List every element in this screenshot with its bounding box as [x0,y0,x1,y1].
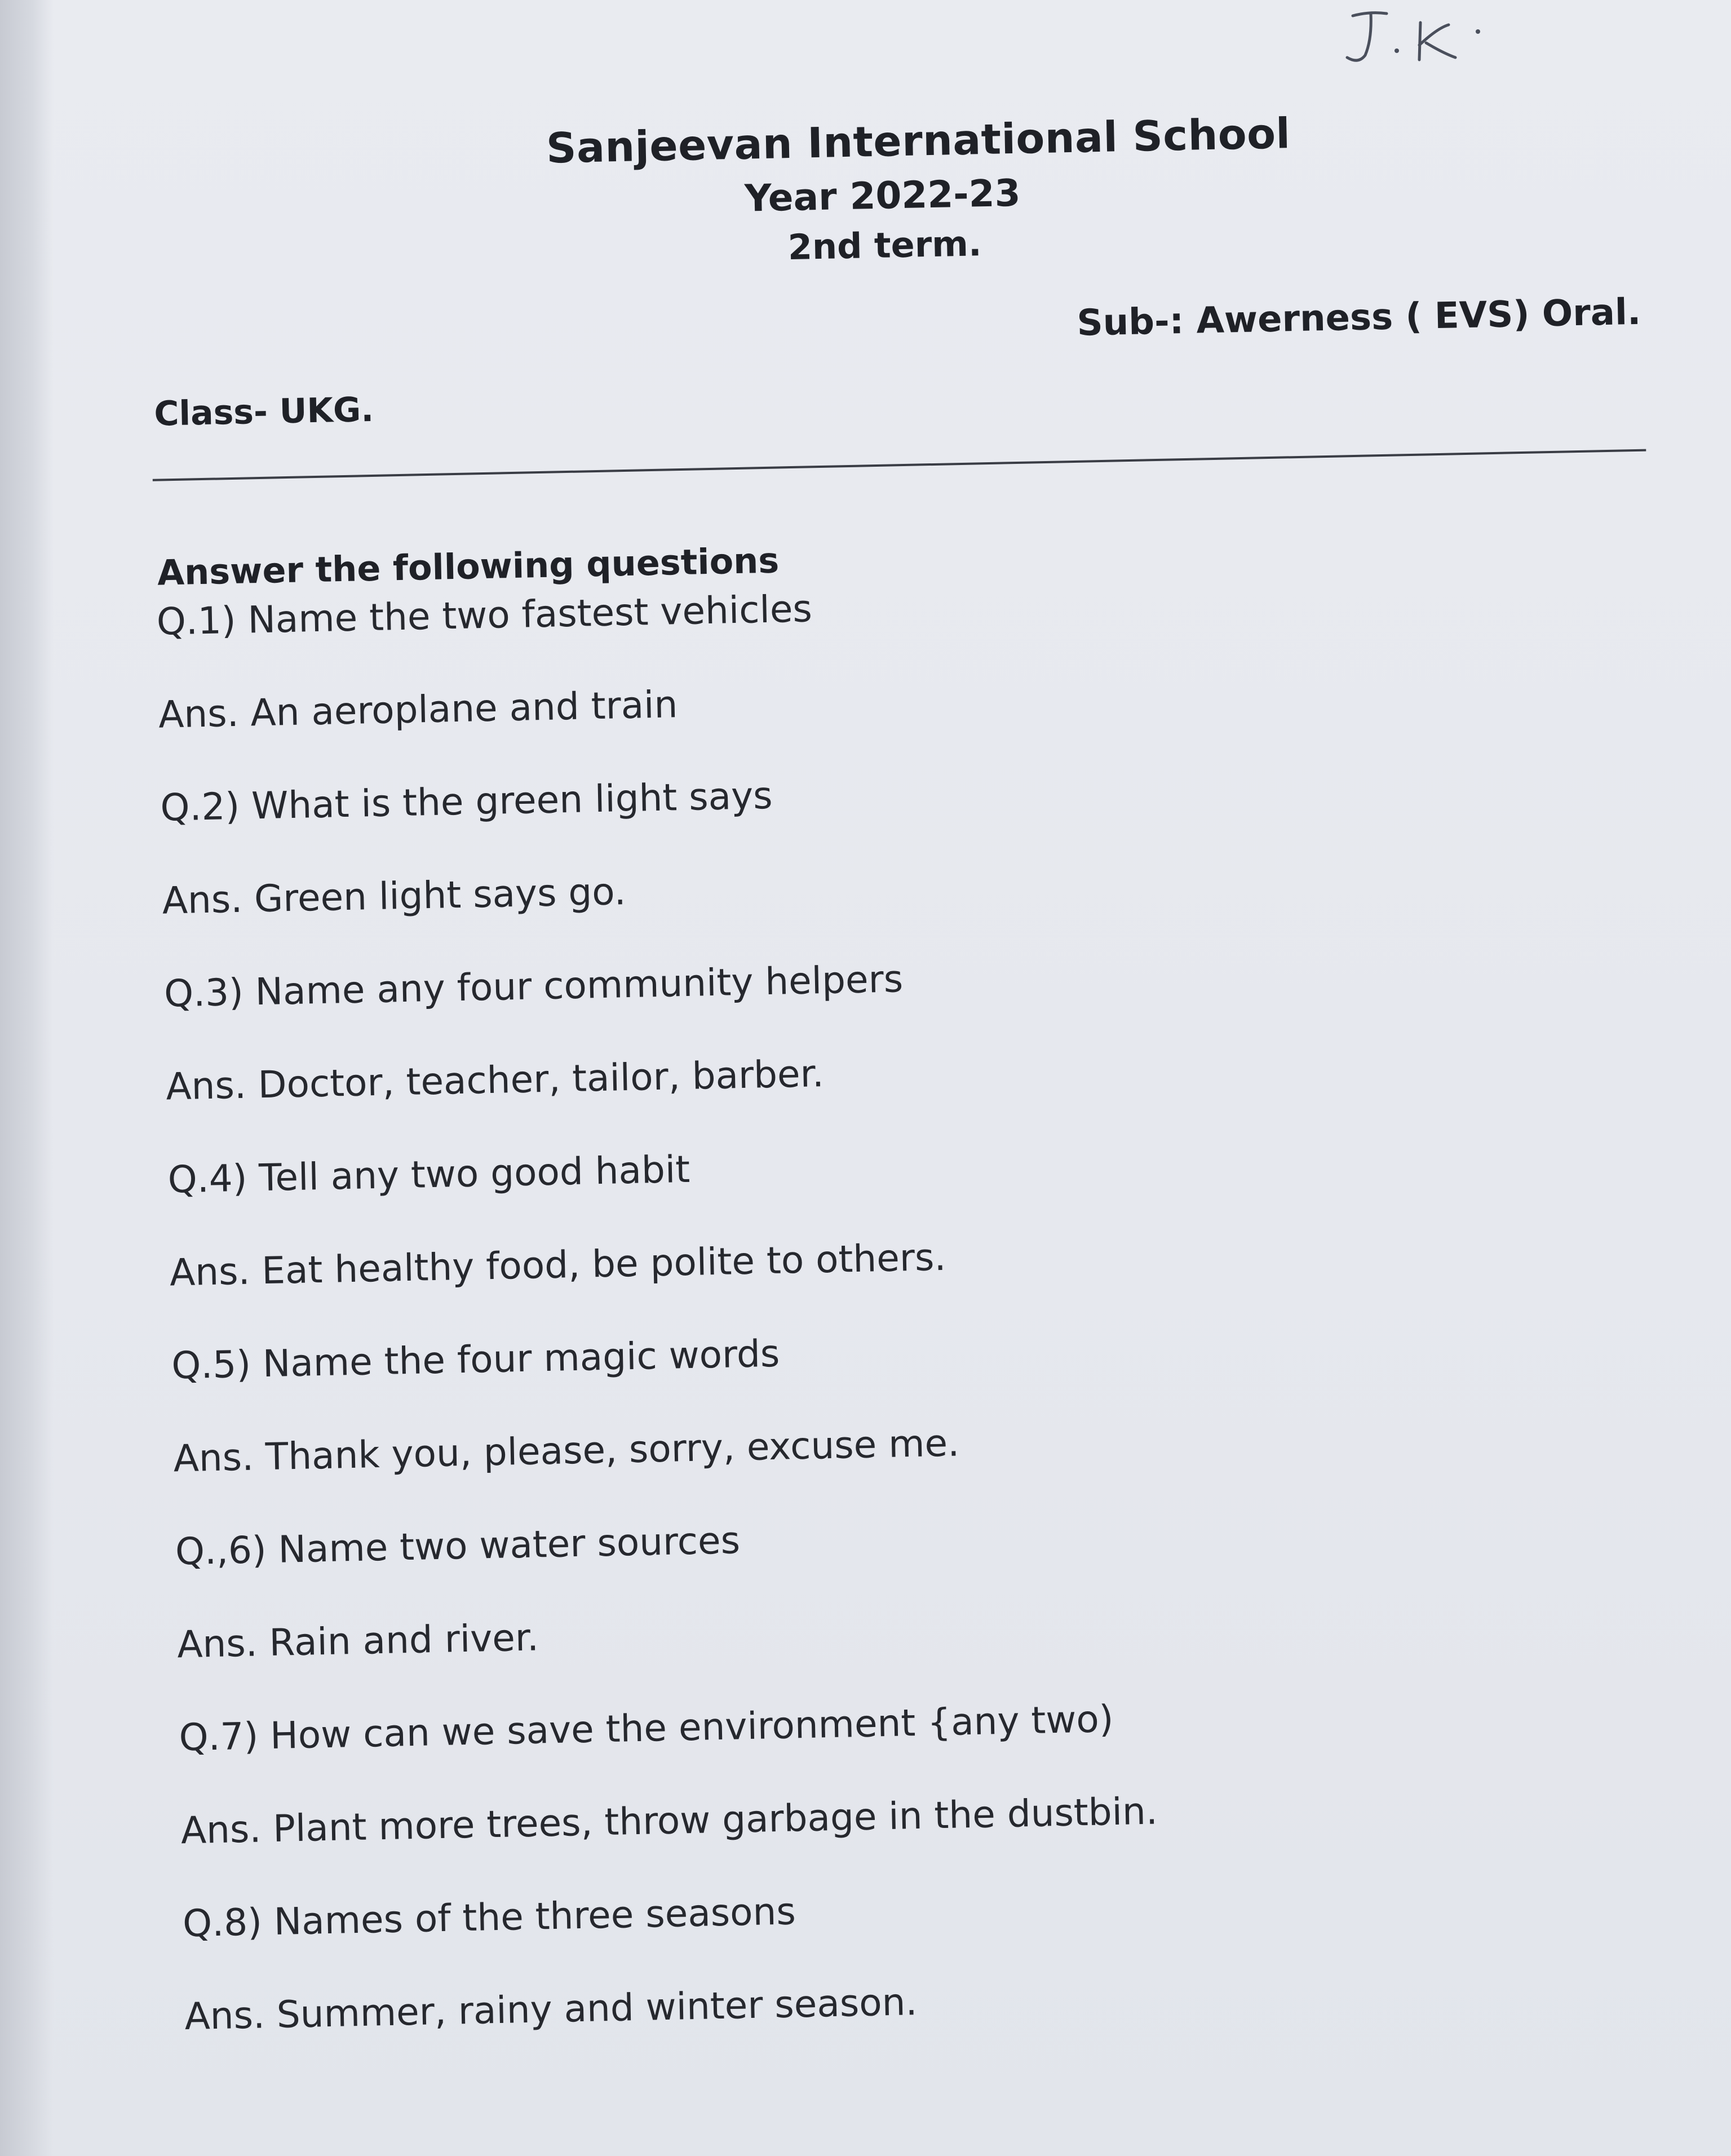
question-1: Q.1) Name the two fastest vehicles [156,587,813,644]
question-5: Q.5) Name the four magic words [171,1331,780,1388]
instruction-heading: Answer the following questions [157,539,780,594]
question-8: Q.8) Names of the three seasons [182,1889,796,1946]
class-label: Class- UKG. [153,389,374,434]
answer-5: Ans. Thank you, please, sorry, excuse me. [172,1421,960,1481]
school-name: Sanjeevan International School [546,109,1291,173]
question-7: Q.7) How can we save the environment {any two) [178,1697,1114,1760]
question-2: Q.2) What is the green light says [160,773,773,830]
answer-7: Ans. Plant more trees, throw garbage in the dustbin. [180,1789,1158,1853]
question-3: Q.3) Name any four community helpers [163,957,904,1016]
header-divider [153,449,1646,481]
question-4: Q.4) Tell any two good habit [167,1147,690,1202]
answer-8: Ans. Summer, rainy and winter season. [184,1980,918,2039]
answer-2: Ans. Green light says go. [162,870,627,923]
answer-1: Ans. An aeroplane and train [158,683,679,737]
subject-label: Sub-: Awerness ( EVS) Oral. [1076,291,1641,344]
question-6: Q.,6) Name two water sources [175,1519,741,1574]
answer-3: Ans. Doctor, teacher, tailor, barber. [165,1052,825,1109]
answer-4: Ans. Eat healthy food, be polite to others. [169,1235,947,1295]
term-label: 2nd term. [787,223,982,268]
academic-year: Year 2022-23 [744,171,1021,220]
answer-6: Ans. Rain and river. [176,1615,539,1667]
